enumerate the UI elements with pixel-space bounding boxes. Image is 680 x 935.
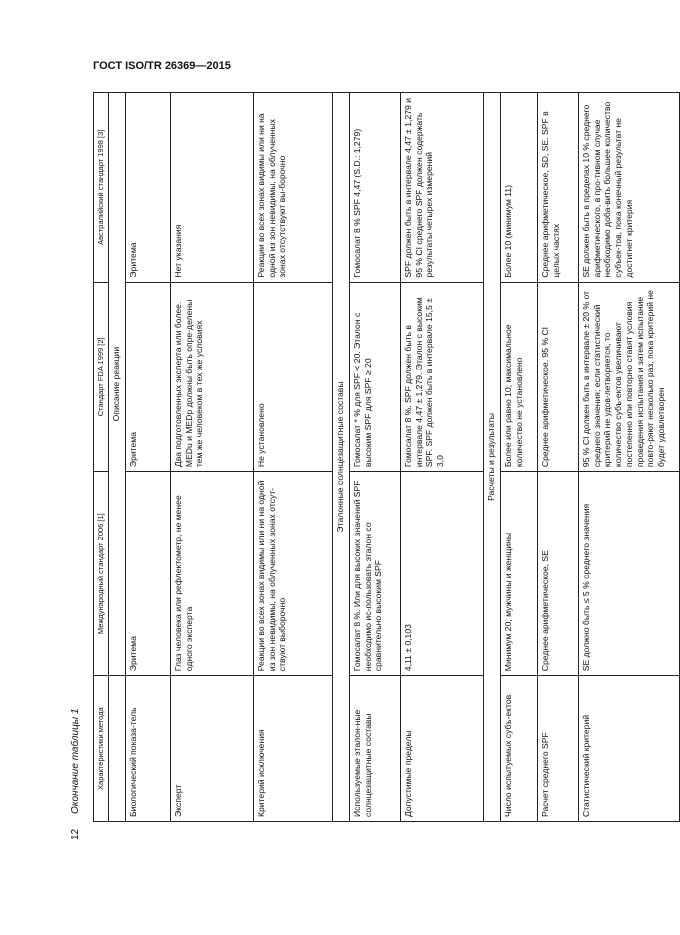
table-cell: Реакции во всех зонах видимы или ни на одной из зон невидимы, на облученных зонах отсутствуют вы-борочно [254, 93, 333, 283]
table-cell: Допустимые пределы [401, 676, 484, 822]
table-cell: Эритема [126, 93, 171, 283]
table-row [350, 93, 401, 822]
table-cell: Более или равно 10; максимальное количество не установлено [501, 282, 538, 472]
rotated-table-container [93, 92, 667, 822]
table-row [538, 93, 579, 822]
column-header: Стандарт FDA 1999 [2] [94, 282, 109, 472]
table-cell: SPF должен быть в интервале 4,47 ± 1,279 и 95 % CI среднего SPF должен содержать результаты четырех измерений [401, 93, 484, 283]
table-header-row [94, 93, 109, 822]
table-cell: Нет указания [171, 93, 254, 283]
table-cell: Глаз человека или рефлектометр, не менее одного эксперта [171, 472, 254, 676]
table-cell: Эритема [126, 472, 171, 676]
section-title: Расчеты и результаты [484, 93, 501, 822]
table-cell: Более 10 (минимум 11) [501, 93, 538, 283]
table-cell: Не установлено [254, 282, 333, 472]
table-cell: Эксперт [171, 676, 254, 822]
column-header: Характеристики метода [94, 676, 109, 822]
comparison-table [93, 92, 680, 822]
section-row [333, 93, 350, 822]
table-cell: 95 % CI должен быть в интервале ± 20 % от среднего значения; если статистический критерий не удов-летворяется, то количество субъ-ектов увеличивают постепенно или повторно ставят условия проведения испытания и затем испытание повто-ряют несколько раз, пока критерий не будет удовлетворен [579, 282, 680, 472]
column-header: Международный стандарт 2006 [1] [94, 472, 109, 676]
table-cell: Среднее арифметическое. 95 % CI [538, 282, 579, 472]
table-cell: Расчет среднего SPF [538, 676, 579, 822]
table-cell: Минимум 20, мужчины и женщины [501, 472, 538, 676]
table-cell: Биологический показа-тель [126, 676, 171, 822]
table-cell: Эритема [126, 282, 171, 472]
table-continuation-label: Окончание таблицы 1 [70, 708, 81, 814]
page-number: 12 [70, 828, 81, 840]
section-row [109, 93, 126, 822]
table-cell: Реакции во всех зонах видимы или ни на одной из зон невидимы, на облученных зонах отсут-ствуют выборочно [254, 472, 333, 676]
table-cell: SE должен быть в пределах 10 % среднего арифметического, в про-тивном случае необходимо доба-вить большее количество субъек-тов, пока конечный результат не достигнет критерия [579, 93, 680, 283]
table-row [171, 93, 254, 822]
table-row [501, 93, 538, 822]
table-cell: Среднее арифметическое, SD, SE. SPF в целых частях [538, 93, 579, 283]
section-title: Эталонные солнцезащитные составы [333, 93, 350, 822]
section-title: Описание реакции [109, 93, 126, 676]
table-row [401, 93, 484, 822]
table-cell: Используемые эталон-ные солнцезащитные составы [350, 676, 401, 822]
table-cell: Статистический критерий [579, 676, 680, 822]
column-header: Австралийский стандарт 1998 [3] [94, 93, 109, 283]
table-cell: Число испытуемых субъ-ектов [501, 676, 538, 822]
table-row [254, 93, 333, 822]
table-cell: Гомосалат * % для SPF < 20. Эталон с высоким SPF для SPF ≥ 20 [350, 282, 401, 472]
section-row [484, 93, 501, 822]
table-row [126, 93, 171, 822]
table-cell: Гомосалат 8 %. Или для высоких значений SPF необходимо ис-пользовать эталон со сравнительно высоким SPF [350, 472, 401, 676]
table-cell: 4,11 ± 0,103 [401, 472, 484, 676]
table-cell: Гомосалат 8 % SPF 4,47 (S.D.: 1,279) [350, 93, 401, 283]
table-cell: SE должно быть ≤ 5 % среднего значения [579, 472, 680, 676]
table-cell: Среднее арифметическое, SE [538, 472, 579, 676]
table-cell: Два подготовленных эксперта или более. MEDu и MEDp должны быть опре-делены тем же человеком в тех же условиях [171, 282, 254, 472]
table-row [579, 93, 680, 822]
table-cell: Критерий исключения [254, 676, 333, 822]
table-cell: Гомосалат 8 %. SPF должен быть в интервале 4,47 ± 1,279. Эталон с высоким SPF. SPF должен быть в интервале 15,5 ± 3,0 [401, 282, 484, 472]
document-title: ГОСТ ISO/TR 26369—2015 [93, 60, 231, 72]
